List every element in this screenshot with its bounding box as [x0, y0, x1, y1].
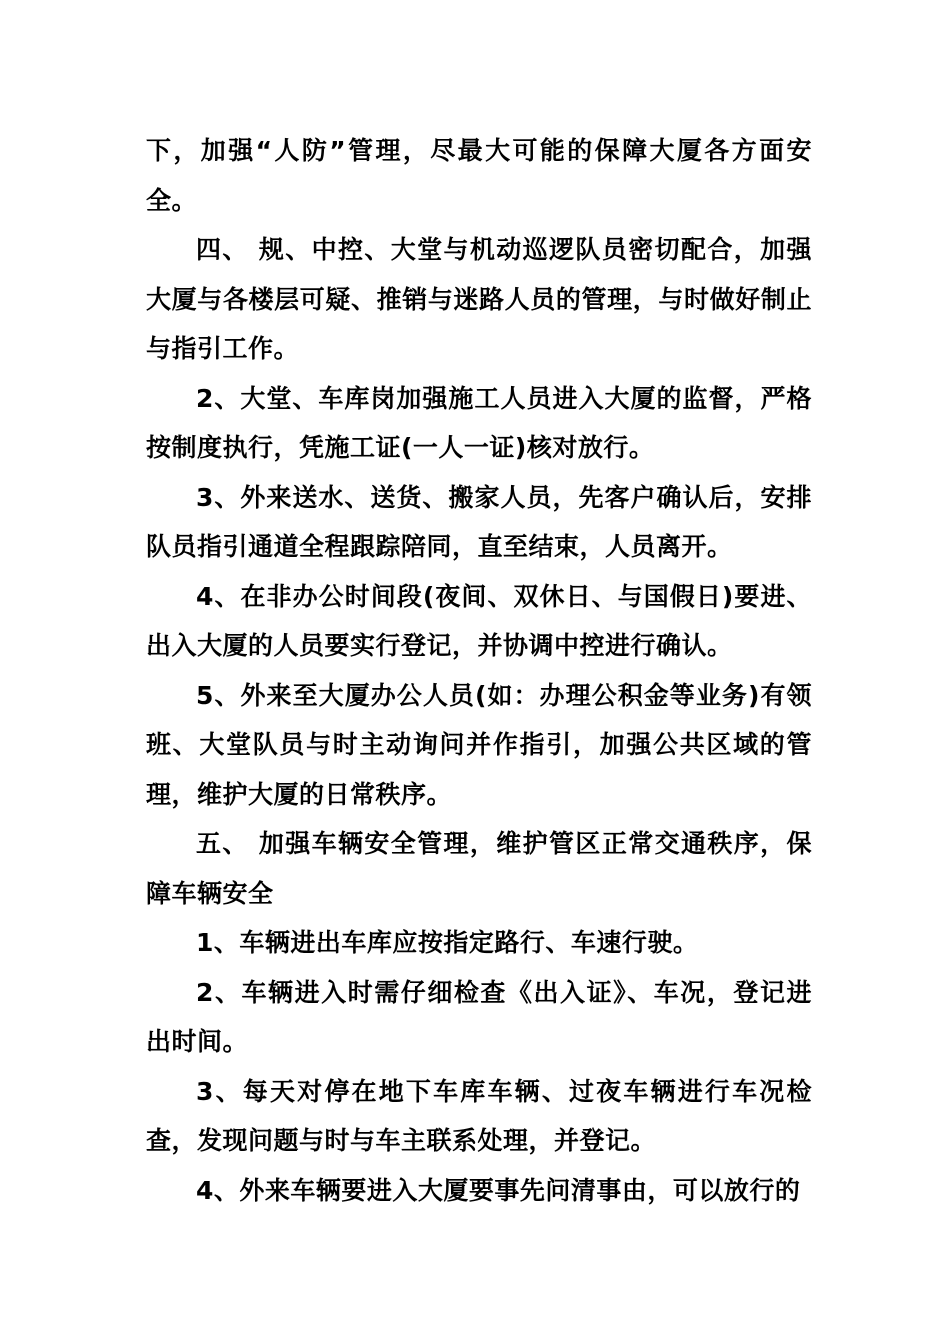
paragraph: 4、外来车辆要进入大厦要事先问清事由，可以放行的: [196, 1175, 801, 1205]
paragraph: 2、大堂、车库岗加强施工人员进入大厦的监督，严格按制度执行，凭施工证(一人一证)核对放行。: [146, 383, 812, 462]
paragraph: 四、 规、中控、大堂与机动巡逻队员密切配合，加强大厦与各楼层可疑、推销与迷路人员的管理，与时做好制止与指引工作。: [146, 235, 812, 363]
paragraph: 五、 加强车辆安全管理，维护管区正常交通秩序，保障车辆安全: [146, 829, 812, 908]
paragraph: 下，加强“人防”管理，尽最大可能的保障大厦各方面安全。: [146, 136, 812, 215]
document-body: [146, 126, 812, 1215]
paragraph: 3、每天对停在地下车库车辆、过夜车辆进行车况检查，发现问题与时与车主联系处理，并登记。: [146, 1076, 812, 1155]
paragraph: 4、在非办公时间段(夜间、双休日、与国假日)要进、出入大厦的人员要实行登记，并协调中控进行确认。: [146, 581, 812, 660]
paragraph: 3、外来送水、送货、搬家人员，先客户确认后，安排队员指引通道全程跟踪陪同，直至结束，人员离开。: [146, 482, 812, 561]
paragraph: 2、车辆进入时需仔细检查《出入证》、车况，登记进出时间。: [146, 977, 812, 1056]
paragraph: 1、车辆进出车库应按指定路行、车速行驶。: [196, 928, 699, 957]
paragraph: 5、外来至大厦办公人员(如：办理公积金等业务)有领班、大堂队员与时主动询问并作指引，加强公共区域的管理，维护大厦的日常秩序。: [146, 680, 812, 809]
